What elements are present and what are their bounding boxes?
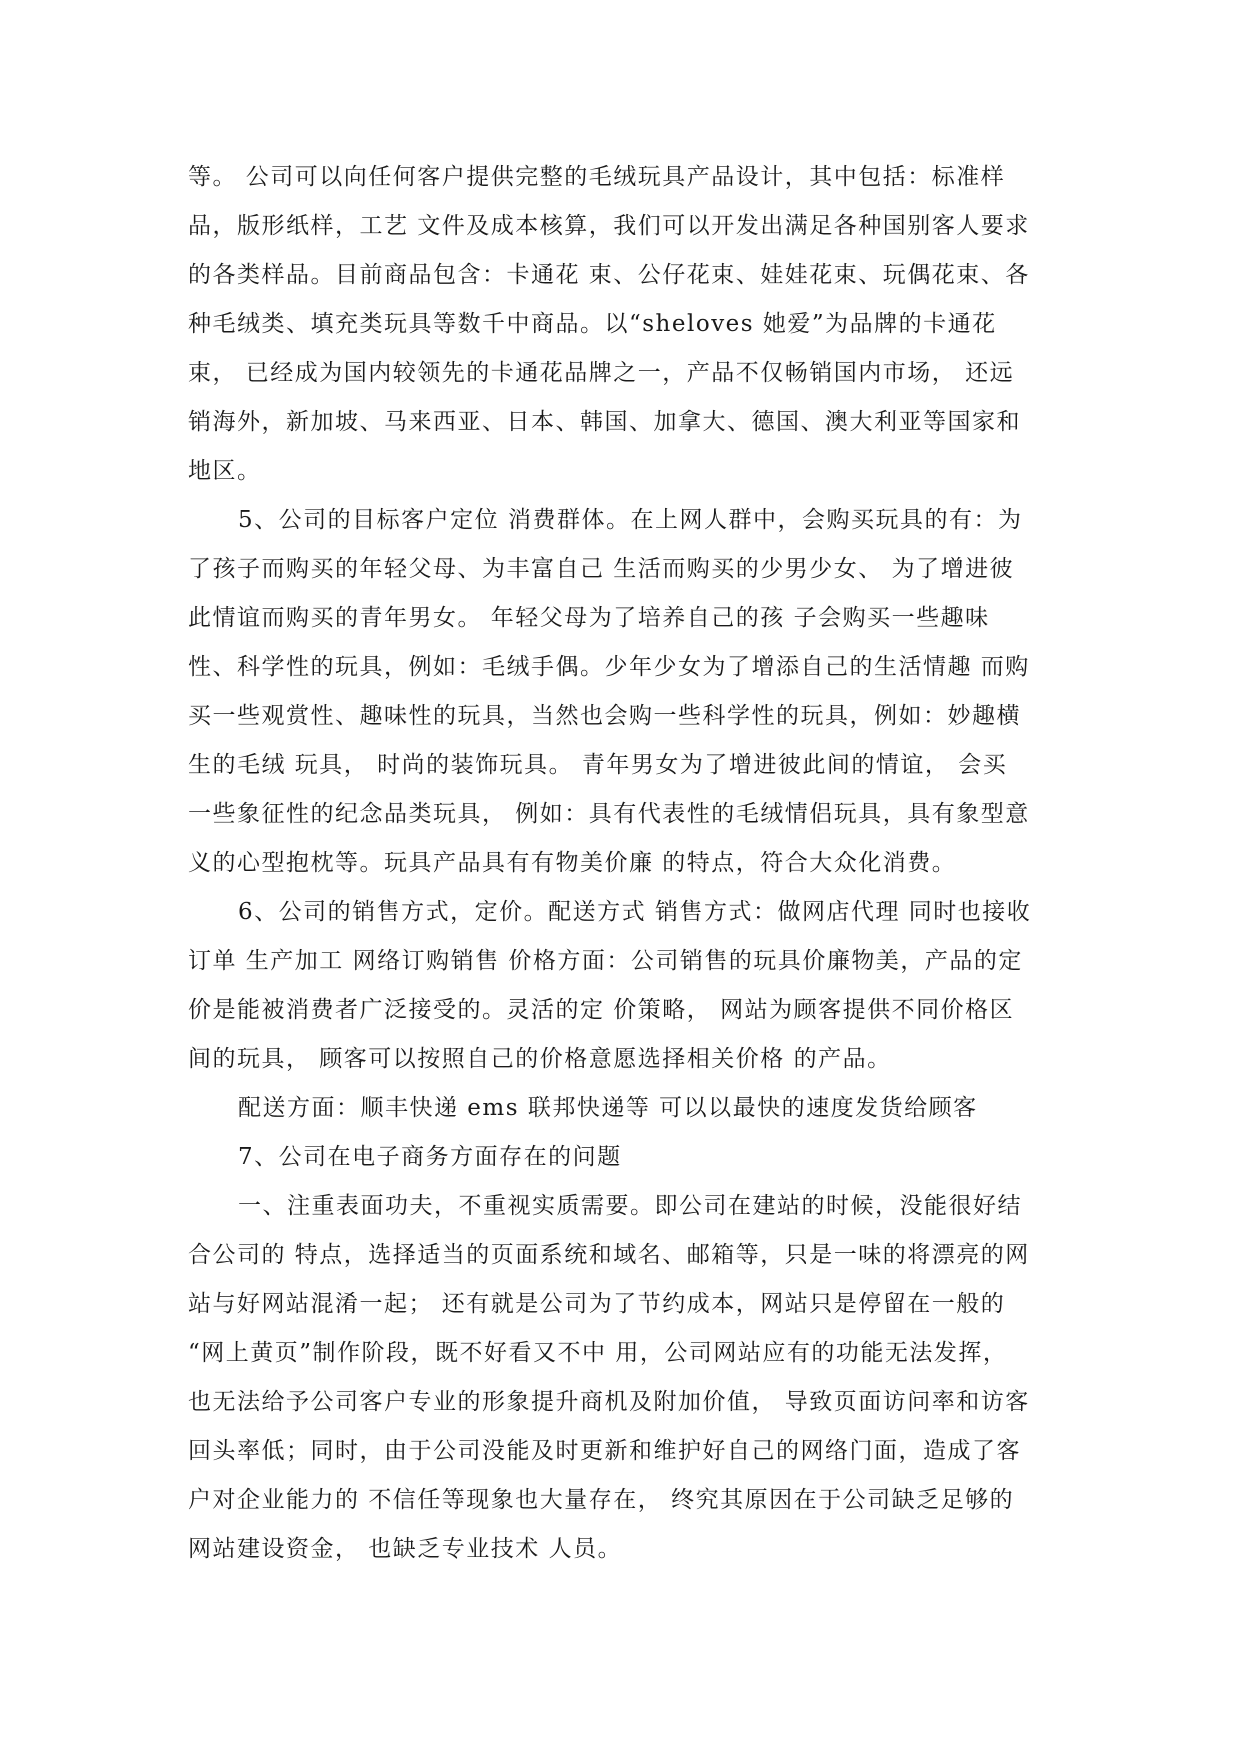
text-line: 配送方面：顺丰快递 ems 联邦快递等 可以以最快的速度发货给顾客 bbox=[238, 1095, 978, 1121]
text-line: 户对企业能力的 不信任等现象也大量存在， 终究其原因在于公司缺乏足够的 bbox=[188, 1487, 1015, 1513]
text-line: 生的毛绒 玩具， 时尚的装饰玩具。 青年男女为了增进彼此间的情谊， 会买 bbox=[188, 752, 1008, 778]
document-body bbox=[188, 153, 1048, 1574]
text-line: 价是能被消费者广泛接受的。灵活的定 价策略， 网站为顾客提供不同价格区 bbox=[188, 997, 1015, 1023]
text-line: 订单 生产加工 网络订购销售 价格方面：公司销售的玩具价廉物美，产品的定 bbox=[188, 948, 1023, 974]
text-line: 7、公司在电子商务方面存在的问题 bbox=[238, 1144, 622, 1170]
text-line: 买一些观赏性、趣味性的玩具，当然也会购一些科学性的玩具，例如：妙趣横 bbox=[188, 703, 1021, 729]
text-line: 也无法给予公司客户专业的形象提升商机及附加价值， 导致页面访问率和访客 bbox=[188, 1389, 1030, 1415]
text-line: 站与好网站混淆一起； 还有就是公司为了节约成本，网站只是停留在一般的 bbox=[188, 1291, 1006, 1317]
text-line: “网上黄页”制作阶段，既不好看又不中 用，公司网站应有的功能无法发挥， bbox=[188, 1340, 1008, 1366]
text-line: 义的心型抱枕等。玩具产品具有有物美价廉 的特点，符合大众化消费。 bbox=[188, 850, 957, 876]
text-line: 一些象征性的纪念品类玩具， 例如：具有代表性的毛绒情侣玩具，具有象型意 bbox=[188, 801, 1030, 827]
text-line: 此情谊而购买的青年男女。 年轻父母为了培养自己的孩 子会购买一些趣味 bbox=[188, 605, 990, 631]
text-line: 销海外，新加坡、马来西亚、日本、韩国、加拿大、德国、澳大利亚等国家和 bbox=[188, 409, 1021, 435]
text-line: 束， 已经成为国内较领先的卡通花品牌之一，产品不仅畅销国内市场， 还远 bbox=[188, 360, 1015, 386]
text-line: 品，版形纸样，工艺 文件及成本核算，我们可以开发出满足各种国别客人要求 bbox=[188, 213, 1030, 239]
text-line: 5、公司的目标客户定位 消费群体。在上网人群中，会购买玩具的有：为 bbox=[238, 507, 1023, 533]
text-line: 回头率低；同时，由于公司没能及时更新和维护好自己的网络门面，造成了客 bbox=[188, 1438, 1021, 1464]
text-line: 的各类样品。目前商品包含：卡通花 束、公仔花束、娃娃花束、玩偶花束、各 bbox=[188, 262, 1030, 288]
text-line: 网站建设资金， 也缺乏专业技术 人员。 bbox=[188, 1536, 623, 1562]
text-line: 合公司的 特点，选择适当的页面系统和域名、邮箱等，只是一味的将漂亮的网 bbox=[188, 1242, 1030, 1268]
text-line: 6、公司的销售方式，定价。配送方式 销售方式：做网店代理 同时也接收 bbox=[238, 899, 1032, 925]
text-line: 等。 公司可以向任何客户提供完整的毛绒玩具产品设计，其中包括：标准样 bbox=[188, 164, 1006, 190]
text-line: 性、科学性的玩具，例如：毛绒手偶。少年少女为了增添自己的生活情趣 而购 bbox=[188, 654, 1030, 680]
text-line: 了孩子而购买的年轻父母、为丰富自己 生活而购买的少男少女、 为了增进彼 bbox=[188, 556, 1015, 582]
text-line: 间的玩具， 顾客可以按照自己的价格意愿选择相关价格 的产品。 bbox=[188, 1046, 892, 1072]
text-line: 地区。 bbox=[188, 458, 262, 484]
text-line: 一、注重表面功夫，不重视实质需要。即公司在建站的时候，没能很好结 bbox=[238, 1193, 1022, 1219]
text-line: 种毛绒类、填充类玩具等数千中商品。以“sheloves 她爱”为品牌的卡通花 bbox=[188, 311, 997, 337]
